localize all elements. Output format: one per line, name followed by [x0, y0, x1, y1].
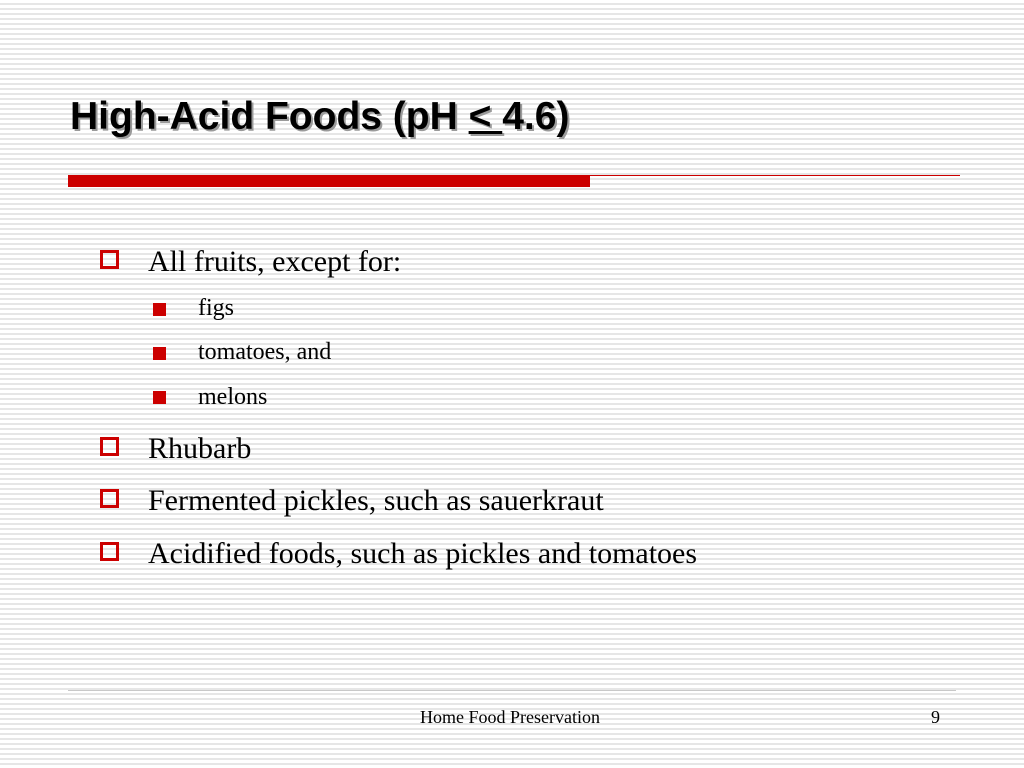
bullet-text: Fermented pickles, such as sauerkraut: [148, 484, 604, 517]
footer-title: Home Food Preservation: [420, 707, 600, 727]
bullet-text: Acidified foods, such as pickles and tomatoes: [148, 537, 698, 570]
hollow-square-bullet-icon: [100, 250, 119, 269]
hollow-square-bullet-icon: [100, 437, 119, 456]
hollow-square-bullet-icon: [100, 489, 119, 508]
bullet-text: Rhubarb: [148, 432, 252, 465]
sub-bullet-text: figs: [198, 295, 234, 321]
filled-square-bullet-icon: [153, 347, 166, 360]
sub-bullet-text: melons: [198, 384, 268, 410]
hollow-square-bullet-icon: [100, 542, 119, 561]
title-text-end: 4.6): [502, 95, 570, 138]
bullet-text: All fruits, except for:: [148, 245, 402, 278]
sub-bullet-text: tomatoes, and: [198, 339, 332, 365]
page-number: 9: [931, 707, 940, 727]
filled-square-bullet-icon: [153, 391, 166, 404]
title-less-than-or-equal: <: [468, 95, 503, 138]
title-text-start: High-Acid Foods (pH: [70, 95, 469, 138]
filled-square-bullet-icon: [153, 303, 166, 316]
footer-divider: [68, 690, 956, 691]
